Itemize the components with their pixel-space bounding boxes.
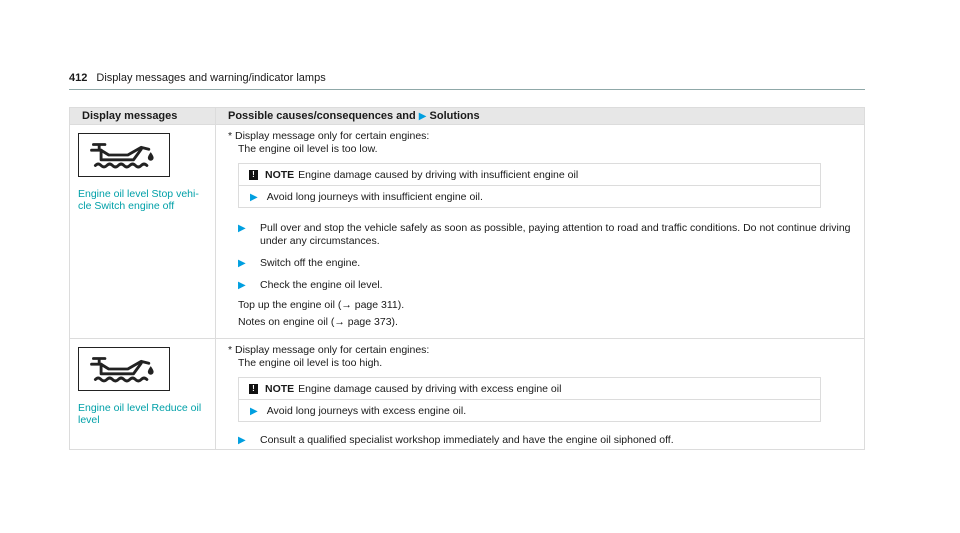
column-heading-solutions: [216, 108, 865, 125]
warning-icon: !: [249, 170, 258, 180]
engine-oil-level-icon: [78, 347, 170, 391]
display-message-text: Engine oil level Reduce oil level: [78, 402, 202, 426]
list-item: [228, 434, 856, 447]
display-messages-table: [69, 107, 865, 450]
solution-cell: [216, 339, 865, 450]
note-text: Engine damage caused by driving with excess engine oil: [298, 383, 562, 395]
note-action-row: [239, 400, 820, 421]
note-text: Engine damage caused by driving with insufficient engine oil: [298, 169, 579, 181]
triangle-right-icon: ▶: [238, 435, 246, 446]
note-action-row: [239, 186, 820, 207]
note-action-text: Avoid long journeys with insufficient engine oil.: [266, 191, 483, 203]
note-row: [239, 378, 820, 400]
note-box: [238, 163, 821, 208]
intro-text: * Display message only for certain engines:: [228, 130, 430, 142]
message-cell: [70, 125, 216, 339]
triangle-right-icon: ▶: [238, 223, 246, 234]
triangle-right-icon: ▶: [238, 280, 246, 291]
engine-oil-level-icon: [78, 133, 170, 177]
page-header: [69, 72, 326, 84]
triangle-right-icon: ▶: [238, 258, 246, 269]
page-link[interactable]: page 311).: [354, 299, 405, 311]
page-link[interactable]: page 373).: [347, 316, 398, 328]
step-text: Pull over and stop the vehicle safely as soon as possible, paying attention to road and traffic conditions. Do not continue driving under any circumstances.: [260, 222, 851, 247]
column-heading-solutions-label: Solutions: [429, 110, 480, 122]
intro-text: * Display message only for certain engines:: [228, 344, 430, 356]
step-text: Switch off the engine.: [260, 257, 361, 269]
triangle-right-icon: ▶: [250, 191, 258, 203]
display-message-text: Engine oil level Stop vehi- cle Switch engine off: [78, 188, 199, 212]
table-row: [70, 339, 865, 450]
note-row: [239, 164, 820, 186]
page-reference: [228, 299, 856, 312]
note-label: NOTE: [265, 383, 295, 395]
note-action-text: Avoid long journeys with excess engine oil.: [266, 405, 467, 417]
table-header-row: [70, 108, 865, 125]
triangle-right-icon: ▶: [418, 111, 427, 122]
table-row: [70, 125, 865, 339]
step-text: Consult a qualified specialist workshop immediately and have the engine oil siphoned off.: [260, 434, 674, 446]
warning-icon: !: [249, 384, 258, 394]
arrow-right-icon: →: [334, 316, 345, 328]
list-item: [228, 279, 856, 292]
cause-text: The engine oil level is too low.: [238, 143, 378, 155]
reference-text: Notes on engine oil (: [238, 316, 335, 328]
page-reference: [228, 316, 856, 329]
column-heading-causes: Possible causes/consequences and: [228, 110, 416, 122]
header-divider: [69, 89, 865, 90]
solution-cell: [216, 125, 865, 339]
page-number: 412: [69, 72, 88, 84]
list-item: [228, 222, 856, 248]
arrow-right-icon: →: [341, 299, 352, 311]
triangle-right-icon: ▶: [250, 405, 258, 417]
note-label: NOTE: [265, 169, 295, 181]
step-text: Check the engine oil level.: [260, 279, 383, 291]
list-item: [228, 257, 856, 270]
column-heading-messages: Display messages: [70, 108, 216, 125]
cause-text: The engine oil level is too high.: [238, 357, 383, 369]
message-cell: [70, 339, 216, 450]
note-box: [238, 377, 821, 422]
reference-text: Top up the engine oil (: [238, 299, 342, 311]
page-title: Display messages and warning/indicator lamps: [96, 72, 326, 84]
